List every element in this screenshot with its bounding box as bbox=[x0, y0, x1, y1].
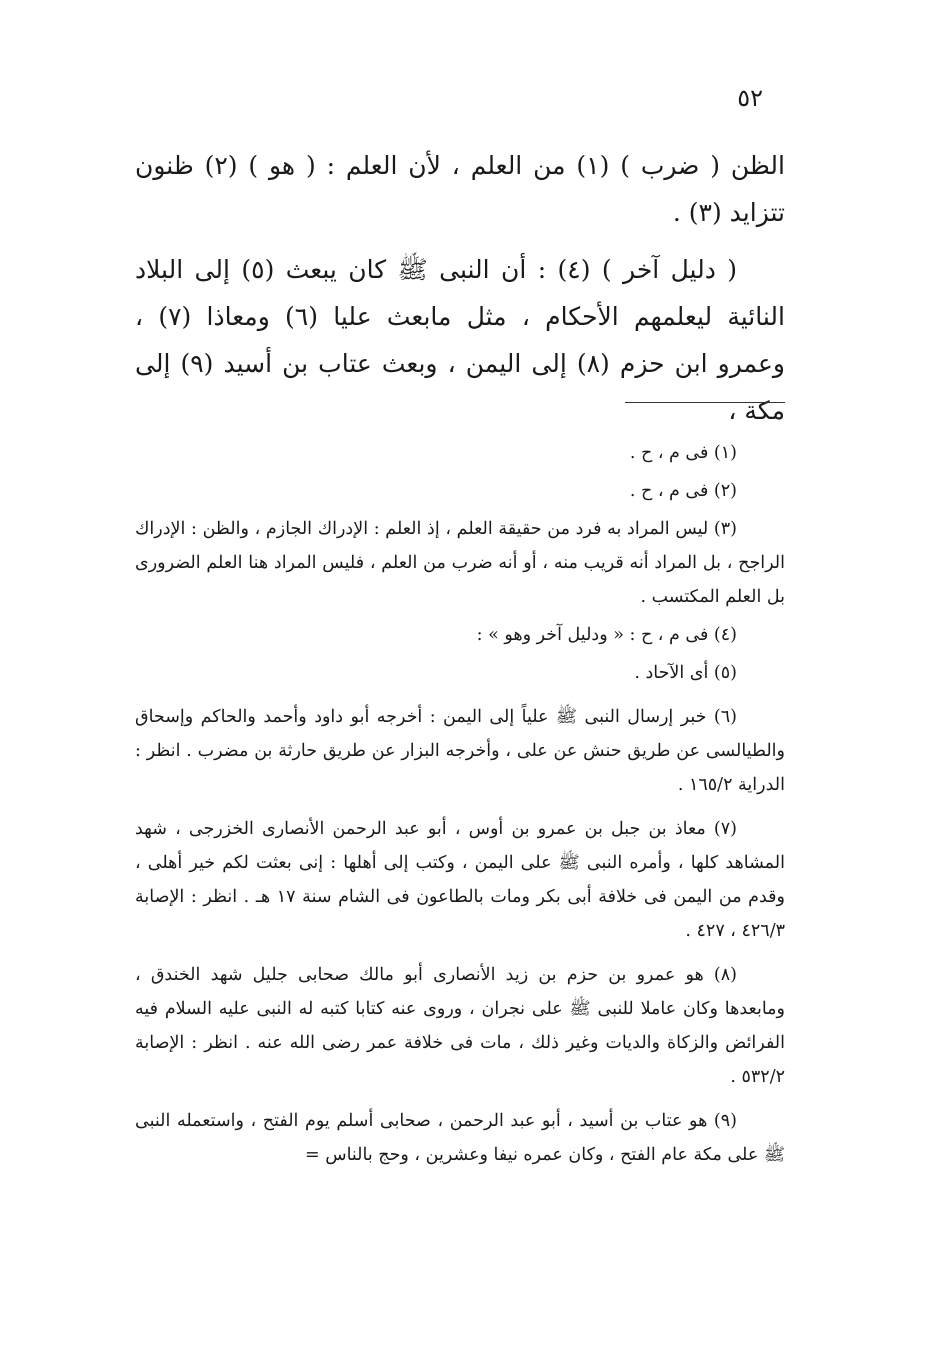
book-page bbox=[135, 0, 785, 1354]
footnote-1: (١) فى م ، ح . bbox=[629, 443, 737, 463]
footnote-7: (٧) معاذ بن جبل بن عمرو بن أوس ، أبو عبد الرحمن الأنصارى الخزرجى ، شهد المشاهد كلها ، وأمره النبى ﷺ على اليمن ، وكتب إلى أهلها : إنى بعثت لكم خير أهلى ، وقدم من اليمن فى خلافة أبى بكر ومات بالطاعون فى الشام سنة ١٧ هـ . انظر : الإصابة ٤٢٦/٣ ، ٤٢٧ . bbox=[135, 819, 785, 941]
footnote-9: (٩) هو عتاب بن أسيد ، أبو عبد الرحمن ، صحابى أسلم يوم الفتح ، واستعمله النبى ﷺ على مكة عام الفتح ، وكان عمره نيفا وعشرين ، وحج بالناس = bbox=[135, 1111, 785, 1165]
main-paragraph-2: ( دليل آخر ) (٤) : أن النبى ﷺ كان يبعث (٥) إلى البلاد النائية ليعلمهم الأحكام ، مثل مابعث عليا (٦) ومعاذا (٧) ، وعمرو ابن حزم (٨) إلى اليمن ، وبعث عتاب بن أسيد (٩) إلى مكة ، bbox=[135, 255, 785, 425]
footnote-divider bbox=[625, 402, 785, 403]
main-paragraph-1: الظن ( ضرب ) (١) من العلم ، لأن العلم : ( هو ) (٢) ظنون تتزايد (٣) . bbox=[135, 151, 785, 227]
footnote-3: (٣) ليس المراد به فرد من حقيقة العلم ، إذ العلم : الإدراك الجازم ، والظن : الإدراك الراجح ، بل المراد أنه قريب منه ، أو أنه ضرب من العلم ، فليس المراد هنا العلم الضرورى بل العلم المكتسب . bbox=[135, 519, 785, 607]
footnote-5: (٥) أى الآحاد . bbox=[634, 663, 737, 683]
main-text bbox=[135, 142, 785, 434]
footnote-2: (٢) فى م ، ح . bbox=[629, 481, 737, 501]
page-number: ٥٢ bbox=[737, 84, 763, 112]
footnotes bbox=[135, 436, 785, 1176]
footnote-4: (٤) فى م ، ح : « ودليل آخر وهو » : bbox=[476, 625, 737, 645]
footnote-8: (٨) هو عمرو بن حزم بن زيد الأنصارى أبو مالك صحابى جليل شهد الخندق ، ومابعدها وكان عاملا للنبى ﷺ على نجران ، وروى عنه كتابا كتبه له النبى عليه السلام فيه الفرائض والزكاة والديات وغير ذلك ، مات فى خلافة عمر رضى الله عنه . انظر : الإصابة ٥٣٢/٢ . bbox=[135, 965, 785, 1087]
footnote-6: (٦) خبر إرسال النبى ﷺ علياً إلى اليمن : أخرجه أبو داود وأحمد والحاكم وإسحاق والطيالسى عن طريق حنش عن على ، وأخرجه البزار عن طريق حارثة بن مضرب . انظر : الدراية ١٦٥/٢ . bbox=[135, 707, 785, 795]
